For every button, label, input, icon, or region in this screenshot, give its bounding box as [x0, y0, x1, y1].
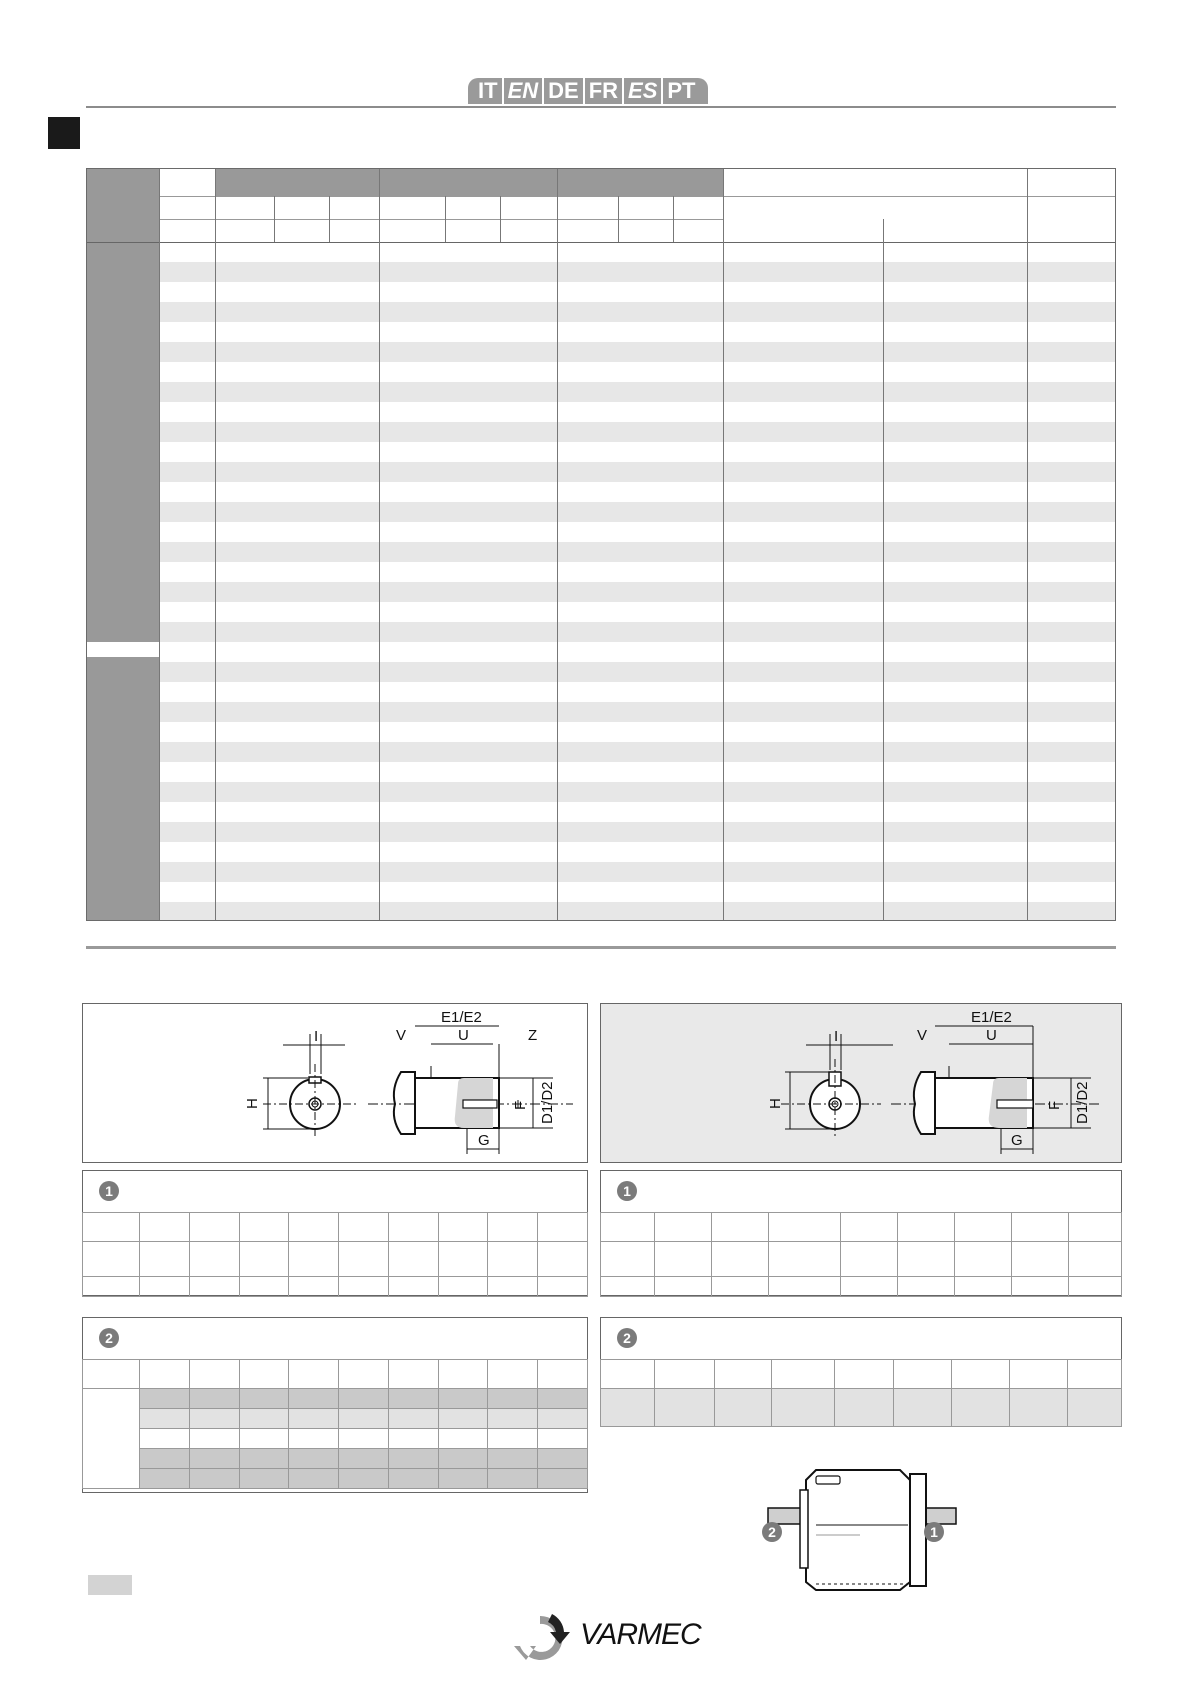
col-line	[673, 196, 674, 242]
dim-label-f: F	[512, 1100, 529, 1110]
table-row-stripe	[159, 662, 1115, 682]
table-row-stripe	[159, 702, 1115, 722]
dim-label-d: D1/D2	[1074, 1081, 1091, 1124]
detail-grid	[600, 1359, 1122, 1427]
col-line	[159, 169, 160, 920]
header-line-3	[87, 242, 1115, 243]
header-rule	[86, 106, 1116, 108]
callout-2-icon: 2	[99, 1328, 119, 1348]
dim-label-h: H	[767, 1098, 784, 1109]
col-line	[1027, 169, 1028, 920]
dim-label-v: V	[396, 1027, 407, 1044]
lang-tab-fr[interactable]: FR	[585, 78, 622, 104]
table-row-stripe	[159, 622, 1115, 642]
dim-label-e: E1/E2	[441, 1009, 482, 1026]
detail-table-2-right	[600, 1317, 1122, 1405]
table-row-stripe	[159, 382, 1115, 402]
callout-1-icon: 1	[617, 1181, 637, 1201]
col-line	[500, 196, 501, 242]
table-row-stripe	[159, 782, 1115, 802]
detail-grid	[82, 1359, 588, 1489]
col-line	[618, 196, 619, 242]
col-line	[883, 219, 884, 920]
col-line	[274, 196, 275, 242]
dim-label-i: I	[834, 1028, 839, 1045]
shaft-drawing-left	[82, 1003, 588, 1163]
group-label-cell-2	[87, 657, 159, 921]
table-row-stripe	[159, 422, 1115, 442]
callout-1-icon: 1	[99, 1181, 119, 1201]
dim-label-g: G	[1011, 1132, 1023, 1149]
language-tabs	[468, 78, 710, 104]
table-row-stripe	[159, 822, 1115, 842]
col-line	[557, 169, 558, 920]
lang-tab-en[interactable]: EN	[504, 78, 543, 104]
lang-tab-de[interactable]: DE	[544, 78, 583, 104]
header-line-1	[159, 196, 1115, 197]
main-table	[86, 168, 1116, 921]
lang-tab-es[interactable]: ES	[624, 78, 661, 104]
group-label-cell-1	[87, 242, 159, 642]
table-row-stripe	[159, 902, 1115, 921]
table-row-stripe	[159, 302, 1115, 322]
table-row-stripe	[159, 502, 1115, 522]
dim-label-i: I	[314, 1028, 319, 1045]
dim-label-d: D1/D2	[539, 1081, 556, 1124]
table-row-stripe	[159, 462, 1115, 482]
col-line	[723, 169, 724, 920]
table-row-stripe	[159, 542, 1115, 562]
col-line	[379, 169, 380, 920]
shaft-drawing-right	[600, 1003, 1122, 1163]
table-row-stripe	[159, 582, 1115, 602]
callout-2-icon: 2	[617, 1328, 637, 1348]
shaft-diagram-left	[83, 1004, 587, 1162]
lang-tab-it[interactable]: IT	[468, 78, 502, 104]
dim-label-z: Z	[528, 1027, 538, 1044]
corner-header-cell	[87, 169, 159, 242]
table-row-stripe	[159, 742, 1115, 762]
brand-name: VARMEC	[580, 1618, 701, 1651]
shaft-diagram-right	[601, 1004, 1121, 1162]
dim-label-g: G	[478, 1132, 490, 1149]
header-group-3	[558, 169, 723, 196]
dim-label-h: H	[244, 1098, 261, 1109]
col-line	[215, 169, 216, 920]
page-number-tab	[88, 1575, 132, 1595]
col-line	[445, 196, 446, 242]
section-rule	[86, 946, 1116, 949]
callout-1-icon: 1	[924, 1522, 944, 1542]
table-row-stripe	[159, 862, 1115, 882]
detail-grid	[600, 1212, 1122, 1297]
dim-label-e: E1/E2	[971, 1009, 1012, 1026]
col-line	[329, 196, 330, 242]
dim-label-u: U	[458, 1027, 469, 1044]
header-group-1	[215, 169, 379, 196]
detail-table-1-left	[82, 1170, 588, 1296]
varmec-logo-icon	[512, 1610, 570, 1666]
header-group-2	[380, 169, 557, 196]
detail-table-1-right	[600, 1170, 1122, 1296]
section-marker	[48, 117, 80, 149]
lang-tab-pt[interactable]: PT	[663, 78, 707, 104]
table-row-stripe	[159, 342, 1115, 362]
header-line-2	[159, 219, 723, 220]
dim-label-u: U	[986, 1027, 997, 1044]
dim-label-v: V	[917, 1027, 928, 1044]
dim-label-f: F	[1046, 1100, 1063, 1110]
detail-grid	[82, 1212, 588, 1297]
table-row-stripe	[159, 262, 1115, 282]
detail-table-2-left	[82, 1317, 588, 1493]
callout-2-icon: 2	[762, 1522, 782, 1542]
